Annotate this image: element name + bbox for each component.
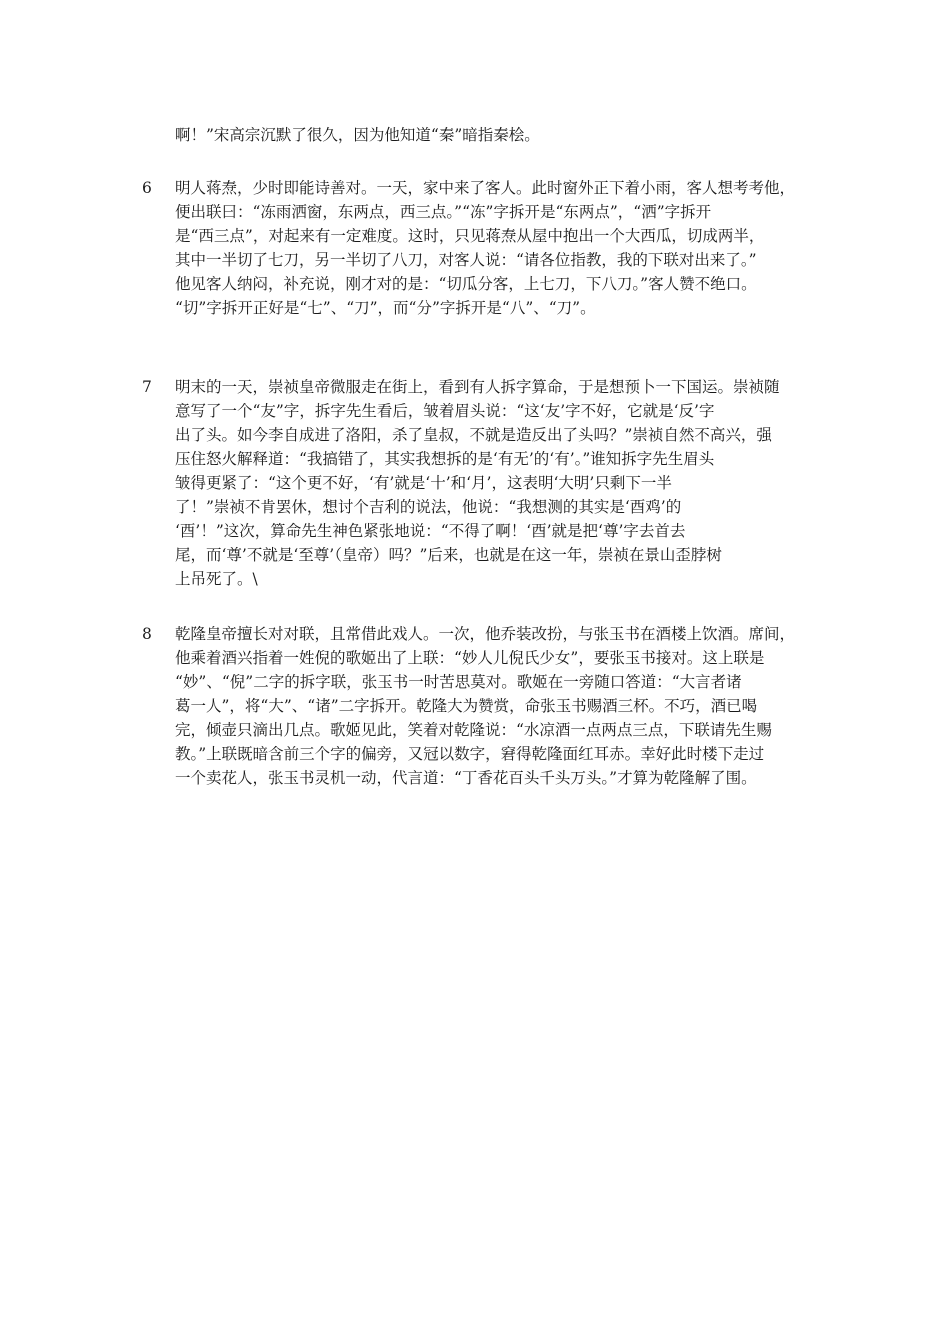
paragraph-line: “切”字拆开正好是“七”、“刀”，而“分”字拆开是“八”、“刀”。 bbox=[175, 299, 596, 317]
paragraph-line: 明人蒋焘，少时即能诗善对。一天，家中来了客人。此时窗外正下着小雨，客人想考考他， bbox=[175, 179, 796, 197]
paragraph-line: 上吊死了。\ bbox=[175, 570, 258, 588]
paragraph-line: 意写了一个“友”字，拆字先生看后，皱着眉头说：“这‘友’字不好，它就是‘反’字 bbox=[175, 402, 715, 420]
paragraph-line: 乾隆皇帝擅长对对联，且常借此戏人。一次，他乔装改扮，与张玉书在酒楼上饮酒。席间， bbox=[175, 625, 796, 643]
paragraph-line: 明末的一天，崇祯皇帝微服走在街上，看到有人拆字算命，于是想预卜一下国运。崇祯随 bbox=[175, 378, 780, 396]
paragraph-line: ‘酉’！”这次，算命先生神色紧张地说：“不得了啊！‘酉’就是把‘尊’字去首去 bbox=[175, 522, 686, 540]
paragraph-line: 了！”崇祯不肯罢休，想讨个吉利的说法，他说：“我想测的其实是‘酉鸡’的 bbox=[175, 498, 682, 516]
item-number: 8 bbox=[142, 625, 152, 643]
paragraph-line: 其中一半切了七刀，另一半切了八刀，对客人说：“请各位指教，我的下联对出来了。” bbox=[175, 251, 757, 269]
paragraph-line: 教。”上联既暗含前三个字的偏旁，又冠以数字，窘得乾隆面红耳赤。幸好此时楼下走过 bbox=[175, 745, 765, 763]
continuation-line: 啊！”宋高宗沉默了很久，因为他知道“秦”暗指秦桧。 bbox=[175, 126, 540, 144]
paragraph-line: “妙”、“倪”二字的拆字联，张玉书一时苦思莫对。歌姬在一旁随口答道：“大言者诸 bbox=[175, 673, 742, 691]
paragraph-line: 是“西三点”，对起来有一定难度。这时，只见蒋焘从屋中抱出一个大西瓜，切成两半， bbox=[175, 227, 765, 245]
paragraph-line: 葛一人”，将“大”、“诸”二字拆开。乾隆大为赞赏，命张玉书赐酒三杯。不巧，酒已喝 bbox=[175, 697, 758, 715]
paragraph-line: 皱得更紧了：“这个更不好，‘有’就是‘十’和‘月’，这表明‘大明’只剩下一半 bbox=[175, 474, 672, 492]
paragraph-line: 完，倾壶只滴出几点。歌姬见此，笑着对乾隆说：“水凉酒一点两点三点，下联请先生赐 bbox=[175, 721, 772, 739]
paragraph-line: 压住怒火解释道：“我搞错了，其实我想拆的是‘有无’的‘有’。”谁知拆字先生眉头 bbox=[175, 450, 715, 468]
paragraph-line: 尾，而‘尊’不就是‘至尊’（皇帝）吗？”后来，也就是在这一年，崇祯在景山歪脖树 bbox=[175, 546, 722, 564]
paragraph-line: 便出联曰：“冻雨洒窗，东两点，西三点。”“冻”字拆开是“东两点”，“洒”字拆开 bbox=[175, 203, 712, 221]
paragraph-line: 出了头。如今李自成进了洛阳，杀了皇叔，不就是造反出了头吗？”崇祯自然不高兴，强 bbox=[175, 426, 772, 444]
item-number: 6 bbox=[142, 179, 152, 197]
paragraph-line: 一个卖花人，张玉书灵机一动，代言道：“丁香花百头千头万头。”才算为乾隆解了围。 bbox=[175, 769, 757, 787]
item-number: 7 bbox=[142, 378, 152, 396]
paragraph-line: 他见客人纳闷，补充说，刚才对的是：“切瓜分客，上七刀，下八刀。”客人赞不绝口。 bbox=[175, 275, 757, 293]
paragraph-line: 他乘着酒兴指着一姓倪的歌姬出了上联：“妙人儿倪氏少女”，要张玉书接对。这上联是 bbox=[175, 649, 765, 667]
